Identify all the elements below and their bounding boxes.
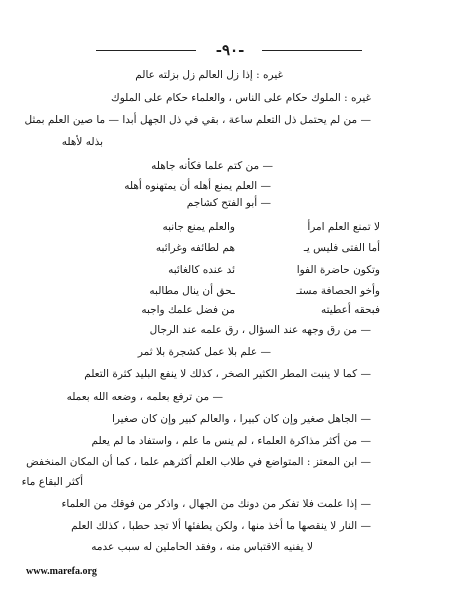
text-line: — علم بلا عمل كشجرة بلا ثمر [137, 346, 271, 358]
text-line: غيره : إذا زل العالم زل بزلته عالم [135, 69, 283, 81]
text-line: — من ترفع بعلمه ، وضعه الله بعمله [66, 391, 223, 403]
text-line: — من لم يحتمل ذل التعلم ساعة ، بقي في ذل الجهل أبدا — ما صين العلم بمثل [24, 114, 371, 126]
text-line: — العلم يمنع أهله أن يمتهنوه أهله [124, 180, 271, 192]
verse-second-half: ـحق أن ينال مطالبه [149, 285, 235, 297]
verse-second-half: ئد عنده كالغائبه [168, 264, 235, 276]
text-line: — النار لا ينقصها ما أخذ منها ، ولكن يطفئها ألا تجد حطبا ، كذلك العلم [71, 520, 371, 532]
text-line: أكثر البقاع ماء [21, 476, 83, 488]
page-number: -٩٠- [215, 41, 245, 59]
text-line: بذله لأهله [61, 136, 103, 148]
text-line: — إذا علمت فلا تفكر من دونك من الجهال ، واذكر من فوقك من العلماء [61, 498, 371, 510]
poem-verse [110, 219, 380, 235]
page-header [0, 40, 463, 60]
header-rule-left [96, 50, 196, 51]
verse-first-half: لا تمنع العلم امرأ [307, 221, 380, 233]
verse-first-half: فبحقه أعطيته [320, 304, 380, 316]
text-line: — من أكثر مذاكرة العلماء ، لم ينس ما علم ، واستفاد ما لم يعلم [91, 435, 371, 447]
text-line: — الجاهل صغير وإن كان كبيرا ، والعالم كبير وإن كان صغيرا [111, 413, 371, 425]
text-line: — أبو الفتح كشاجم [186, 197, 271, 209]
verse-second-half: هم لطائفه وغرائبه [155, 242, 235, 254]
verse-second-half: والعلم يمنع جانبه [162, 221, 235, 233]
website-footer: www.marefa.org [26, 566, 97, 577]
verse-first-half: وتكون حاضرة الفوا [296, 264, 380, 276]
poem-verse [110, 262, 380, 278]
text-line: غيره : الملوك حكام على الناس ، والعلماء حكام على الملوك [111, 92, 371, 104]
text-line: — من كتم علما فكأنه جاهله [151, 160, 273, 172]
text-line: لا يفنيه الاقتباس منه ، وفقد الحاملين له سبب عدمه [91, 541, 313, 553]
text-line: — ابن المعتز : المتواضع في طلاب العلم أكثرهم علما ، كما أن المكان المنخفض [26, 456, 371, 468]
text-line: — كما لا ينبت المطر الكثير الصخر ، كذلك لا ينفع البليد كثرة التعلم [84, 368, 371, 380]
text-line: — من رق وجهه عند السؤال ، رق علمه عند الرجال [149, 324, 371, 336]
verse-first-half: وأخو الحصافة مستـ [296, 285, 380, 297]
header-rule-right [262, 50, 362, 51]
verse-first-half: أما الفتى فليس يـ [303, 242, 380, 254]
poem-verse [110, 283, 380, 299]
verse-second-half: من فضل علمك واجبه [141, 304, 235, 316]
poem-verse [110, 240, 380, 256]
poem-verse [110, 302, 380, 318]
